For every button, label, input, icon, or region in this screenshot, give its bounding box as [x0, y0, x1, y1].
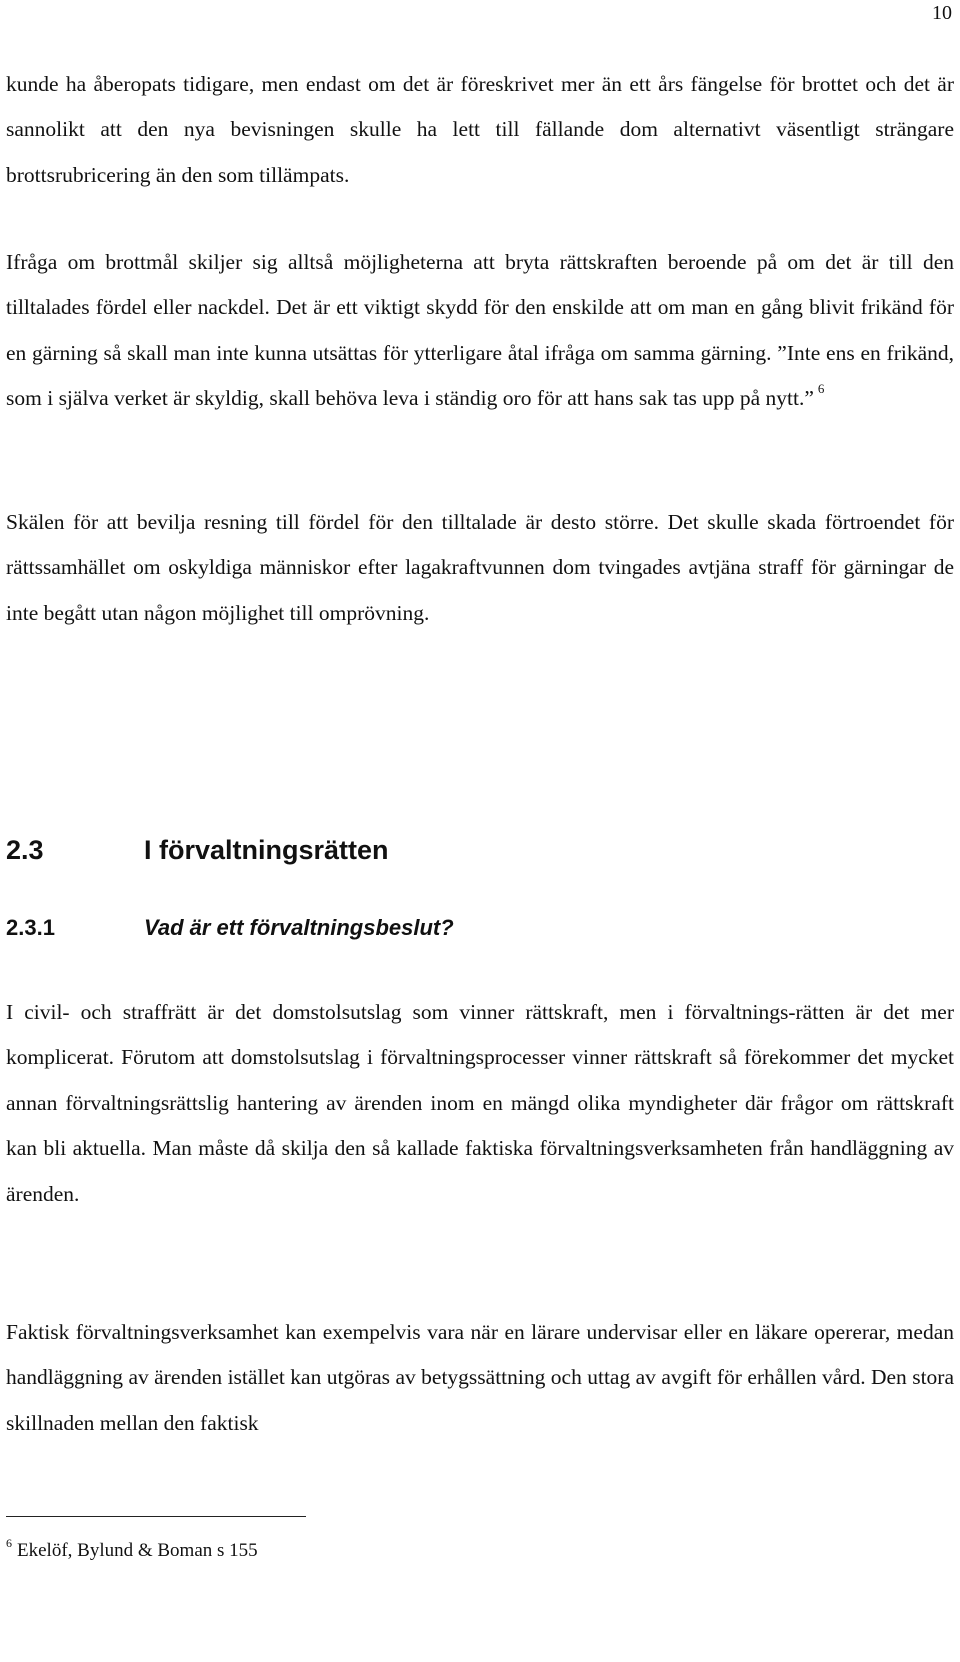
footnote-text: Ekelöf, Bylund & Boman s 155 — [17, 1540, 258, 1561]
paragraph-2-text: Ifråga om brottmål skiljer sig alltså möjligheterna att bryta rättskraften beroende på om det är till den tilltalades fördel eller nackdel. Det är ett viktigt skydd för den enskilde att om man en gång blivit frikänd för en gärning så skall man inte kunna utsättas för ytterligare åtal ifråga om samma gärning. ”Inte ens en frikänd, som i själva verket är skyldig, skall behöva leva i ständig oro för att hans sak tas upp på nytt.” — [6, 250, 954, 411]
subsection-number: 2.3.1 — [6, 915, 55, 940]
footnote-reference[interactable]: 6 — [817, 381, 825, 397]
footnote-divider — [6, 1516, 306, 1517]
subsection-title: Vad är ett förvaltningsbeslut? — [144, 915, 454, 940]
paragraph-5 — [6, 1310, 954, 1446]
footnote — [6, 1536, 258, 1562]
paragraph-4 — [6, 990, 954, 1217]
page-number: 10 — [932, 2, 952, 24]
paragraph-4-text: I civil- och straffrätt är det domstolsutslag som vinner rättskraft, men i förvaltnings-rätten är det mer komplicerat. Förutom att domstolsutslag i förvaltningsprocesser vinner rättskraft så förekommer det mycket annan förvaltningsrättslig hantering av ärenden inom en mängd olika myndigheter där frågor om rättskraft kan bli aktuella. Man måste då skilja den så kallade faktiska förvaltningsverksamheten från handläggning av ärenden. — [6, 1000, 954, 1206]
section-title: I förvaltningsrätten — [144, 835, 389, 865]
paragraph-2 — [6, 240, 954, 422]
paragraph-1-text: kunde ha åberopats tidigare, men endast om det är föreskrivet mer än ett års fängelse för brottet och det är sannolikt att den nya bevisningen skulle ha lett till fällande dom alternativt väsentligt strängare brottsrubricering än den som tillämpats. — [6, 72, 954, 187]
paragraph-3-text: Skälen för att bevilja resning till fördel för den tilltalade är desto större. Det skulle skada förtroendet för rättssamhället om oskyldiga människor efter lagakraftvunnen dom tvingades avtjäna straff för gärningar de inte begått utan någon möjlighet till omprövning. — [6, 510, 954, 625]
section-number: 2.3 — [6, 835, 44, 865]
footnote-marker: 6 — [6, 1536, 12, 1550]
paragraph-3 — [6, 500, 954, 636]
subsection-heading — [6, 915, 454, 941]
paragraph-5-text: Faktisk förvaltningsverksamhet kan exempelvis vara när en lärare undervisar eller en läkare opererar, medan handläggning av ärenden istället kan utgöras av betygssättning och uttag av avgift för erhållen vård. Den stora skillnaden mellan den faktisk — [6, 1320, 954, 1435]
paragraph-1 — [6, 62, 954, 198]
section-heading — [6, 835, 389, 866]
